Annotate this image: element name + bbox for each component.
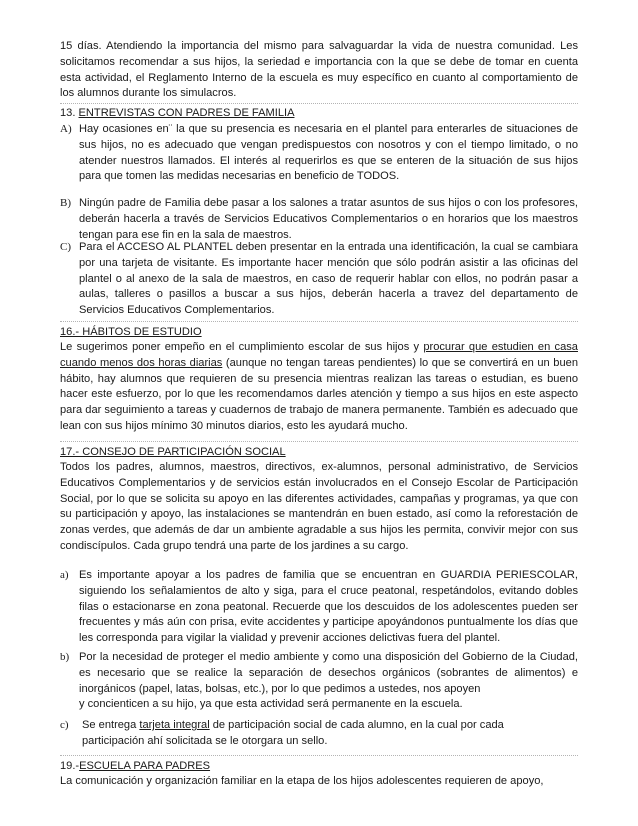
underlined-text: procurar que estudien en casa cuando menos dos horas diarias xyxy=(60,341,578,369)
item-text xyxy=(82,718,578,734)
item-text: Es importante apoyar a los padres de familia que se encuentran en GUARDIA PERIESCOLAR, siguiendo los señalamientos de alto y siga, para el cruce peatonal, respetándolos, evitando dobles filas o estacionarse en zona peatonal. Recuerde que los descuidos de los adolescentes pueden ser frecuentes y más aún con prisa, evite accidentes y participe apoyándonos puntualmente los días que les corresponda para vigilar la vialidad y prevenir acciones delictivas fuera del plantel. xyxy=(79,569,578,645)
item-label: c) xyxy=(60,719,69,731)
text-run: Se entrega xyxy=(82,719,140,731)
item-label: b) xyxy=(60,651,70,663)
item-label: B) xyxy=(60,197,71,209)
item-text: Ningún padre de Familia debe pasar a los salones a tratar asuntos de sus hijos o con los profesores, deberán hacerla a través de Servicios Educativos Complementarios o en horarios que los maestros tengan para ese fin en la sala de maestros. xyxy=(79,197,578,241)
section-13-item-a xyxy=(60,122,578,185)
section-divider xyxy=(60,321,578,322)
intro-paragraph: 15 días. Atendiendo la importancia del mismo para salvaguardar la vida de nuestra comunidad. Les solicitamos recomendar a sus hijos, la seriedad e importancia con la que se debe de tomar en cuenta esta actividad, el Reglamento Interno de la escuela es muy específico en cuanto al comportamiento de los alumnos durante los simulacros. xyxy=(60,40,578,100)
section-13-item-b xyxy=(60,196,578,243)
section-divider xyxy=(60,103,578,104)
section-19-number: 19.- xyxy=(60,760,80,772)
section-16-heading: 16.- HÁBITOS DE ESTUDIO xyxy=(60,326,202,338)
section-17-paragraph: Todos los padres, alumnos, maestros, directivos, ex-alumnos, personal administrativo, de Servicios Educativos Complementarios y de servicios están involucrados en el Consejo Escolar de Participación Social, por lo que se solicita su apoyo en las diferentes actividades, campañas y programas, ya que con su participación y apoyo, las instalaciones se mantendrán en buen estado, así como la reforestación de zonas verdes, que además de dar un ambiente agradable a sus hijos les permita, convivir mejor con sus condiscípulos. Cada grupo tendrá una parte de los jardines a su cargo. xyxy=(60,461,578,552)
item-text: Por la necesidad de proteger el medio ambiente y como una disposición del Gobierno de la Ciudad, es necesario que se realice la separación de desechos orgánicos (sobrantes de alimentos) e inorgánicos (papel, latas, bolsas, etc.), por lo que pedimos a ustedes, nos apoyen xyxy=(79,651,578,695)
text-run: Le sugerimos poner empeño en el cumplimiento escolar de sus hijos y xyxy=(60,341,424,353)
item-text-continuation: y concienticen a su hijo, ya que esta actividad será permanente en la escuela. xyxy=(79,698,463,711)
section-13-number: 13. xyxy=(60,107,76,119)
text-run: (aunque no tengan tareas pendientes) lo que se convertirá en un buen hábito, hay alumnos que requieren de su presencia mientras realizan las tareas o estudian, es bueno hacer este esfuerzo, por lo que les recomendamos darles atención y tiempo a sus hijos en este aspecto para dar seguimiento a tareas y cuadernos de trabajo de manera permanente. También es adecuado que lean con sus hijos mínimo 30 minutos diarios, esto les ayudará mucho. xyxy=(60,356,578,432)
section-19-paragraph: La comunicación y organización familiar en la etapa de los hijos adolescentes requieren de apoyo, xyxy=(60,775,544,787)
item-label: C) xyxy=(60,241,71,253)
text-run: de participación social de cada alumno, en la cual por cada xyxy=(209,719,504,731)
item-text: Hay ocasiones en¨ la que su presencia es necesaria en el plantel para enterarles de situaciones de sus hijos, no es adecuado que vengan predispuestos con nosotros y con el tiempo limitado, o no atender nuestros llamados. El interés al requerirlos es que se enteren de la situación de sus hijos para que tomen las medidas necesarias en beneficio de TODOS. xyxy=(79,123,578,183)
item-text: Para el ACCESO AL PLANTEL deben presentar en la entrada una identificación, la cual se cambiara por una tarjeta de visitante. Es importante hacer mención que sólo podrán asistir a las oficinas del plantel o al anexo de la sala de maestros, en caso de requerir hablar con ellos, no podrán pasar a aulas, talleres o pasillos a buscar a sus hijos, deberán hacerla a travez del departamento de Servicios Educativos Complementarios. xyxy=(79,241,578,317)
section-divider xyxy=(60,441,578,442)
section-19-title: ESCUELA PARA PADRES xyxy=(79,760,211,772)
section-divider xyxy=(60,755,578,756)
underlined-text: tarjeta integral xyxy=(139,719,210,731)
section-13-item-c xyxy=(60,240,578,319)
item-text-continuation: participación ahí solicitada se le otorgara un sello. xyxy=(82,734,328,747)
section-17-heading: 17.- CONSEJO DE PARTICIPACIÓN SOCIAL xyxy=(60,446,286,458)
item-label: A) xyxy=(60,123,72,135)
section-17-item-a xyxy=(60,568,578,647)
section-17-item-b xyxy=(60,650,578,713)
section-19-heading xyxy=(60,759,578,775)
section-16-paragraph xyxy=(60,340,578,435)
section-13-heading xyxy=(60,106,578,122)
section-17-item-c xyxy=(60,718,578,750)
item-label: a) xyxy=(60,569,69,581)
section-13-title: ENTREVISTAS CON PADRES DE FAMILIA xyxy=(78,107,295,119)
